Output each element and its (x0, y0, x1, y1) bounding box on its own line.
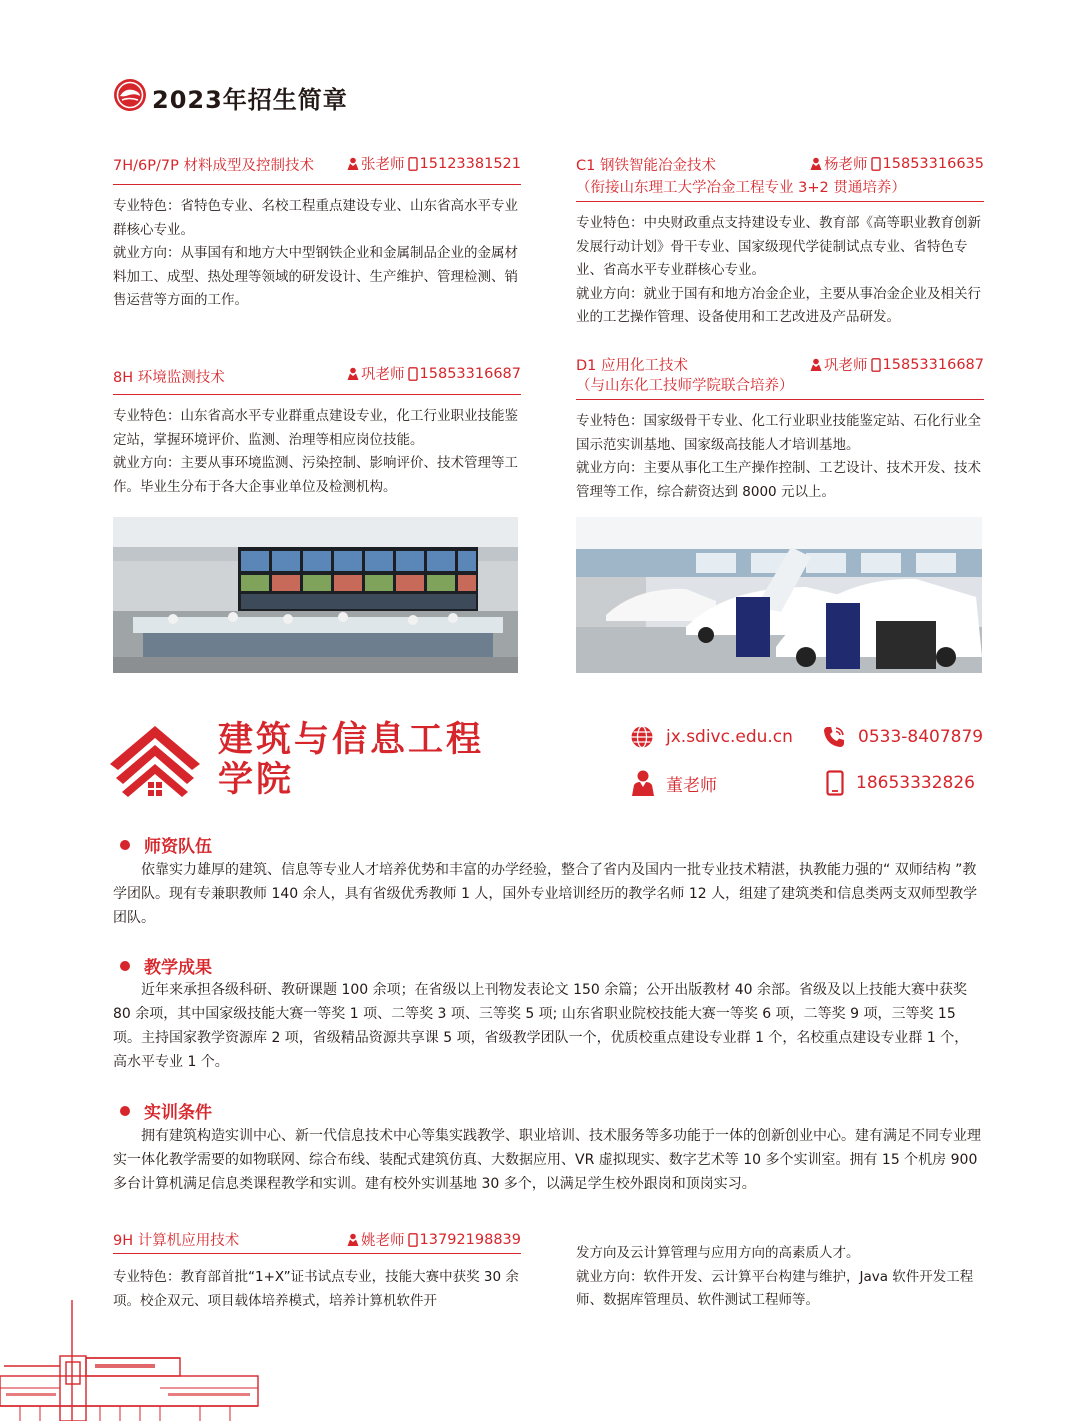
program-contact (347, 1229, 521, 1250)
phone-icon (408, 157, 418, 171)
program-career: 就业方向：就业于国有和地方冶金企业，主要从事冶金企业及相关行业的工艺操作管理、设备使用和工艺改进及产品研发。 (576, 285, 981, 325)
phone-icon (871, 358, 881, 372)
program-features-cont: 发方向及云计算管理与应用方向的高素质人才。 (576, 1245, 860, 1261)
program-name: 9H 计算机应用技术 (113, 1233, 240, 1249)
program-name: C1 钢铁智能冶金技术 (576, 158, 716, 174)
section-title-achievements (120, 953, 212, 978)
person-icon (632, 770, 654, 796)
globe-icon (630, 725, 654, 749)
mobile-phone-icon (826, 770, 844, 796)
person-icon (810, 157, 822, 170)
teacher-phone: 15853316687 (419, 365, 521, 382)
program-career: 就业方向：软件开发、云计算平台构建与维护，Java 软件开发工程师、数据库管理员、软件测试工程师等。 (576, 1268, 974, 1308)
college-logo-roof-icon (110, 720, 200, 802)
bullet-dot-icon (120, 1106, 130, 1116)
program-9h-column2 (576, 1242, 984, 1313)
section-title-text: 师资队伍 (144, 837, 212, 857)
program-block-d1 (576, 350, 984, 504)
college-name-line1: 建筑与信息工程 (218, 720, 485, 760)
contact-name-text: 董老师 (666, 775, 717, 796)
section-text-training: 拥有建筑构造实训中心、新一代信息技术中心等集实践教学、职业培训、技术服务等多功能于一体的创新创业中心。建有满足不同专业理实一体化教学需要的如物联网、综合布线、装配式建筑仿真、大数据应用、VR 虚拟现实、数字艺术等 10 多个实训室。拥有 15 个机房 900 多台计算机满足信息类课程教学和实训。建有校外实训基地 30 多个，以满足学生校外跟岗和顶岗实习。 (113, 1128, 981, 1192)
teacher-name: 巩老师 (361, 367, 405, 383)
college-name-line2: 学院 (218, 760, 295, 800)
program-features: 专业特色：中央财政重点支持建设专业、教育部《高等职业教育创新发展行动计划》骨干专业、国家级现代学徒制试点专业、省特色专业、省高水平专业群核心专业。 (576, 215, 981, 278)
program-features: 专业特色：教育部首批“1+X”证书试点专业，技能大赛中获奖 30 余项。校企双元、项目载体培养模式，培养计算机软件开 (113, 1269, 519, 1309)
college-tel[interactable] (822, 725, 983, 749)
section-title-training (120, 1098, 212, 1123)
person-icon (810, 358, 822, 371)
program-contact (347, 153, 521, 174)
phone-icon (408, 367, 418, 381)
page-title: 2023年招生简章 (152, 86, 348, 114)
person-icon (347, 1233, 359, 1246)
program-subtitle: （衔接山东理工大学冶金工程专业 3+2 贯通培养） (576, 180, 906, 196)
program-name: 8H 环境监测技术 (113, 370, 225, 386)
section-text-faculty: 依靠实力雄厚的建筑、信息等专业人才培养优势和丰富的办学经验，整合了省内及国内一批专业技术精湛，执教能力强的“ 双师结构 ”教学团队。现有专兼职教师 140 余人，具有省级优秀教师 1 人，国外专业培训经历的教学名师 12 人，组建了建筑类和信息类两支双师型教学团队。 (113, 862, 978, 926)
person-icon (347, 367, 359, 380)
program-contact (810, 153, 984, 174)
section-text-achievements: 近年来承担各级科研、教研课题 100 余项；在省级以上刊物发表论文 150 余篇；公开出版教材 40 余部。省级及以上技能大赛中获奖 80 余项，其中国家级技能大赛一等奖 1 项、二等奖 3 项、三等奖 5 项; 山东省职业院校技能大赛一等奖 6 项，二等奖 9 项，三等奖 15 项。主持国家教学资源库 2 项，省级精品资源共享课 5 项，省级教学团队一个，优质校重点建设专业群 1 个，名校重点建设专业群 1 个，高水平专业 1 个。 (113, 982, 969, 1070)
college-mobile[interactable] (826, 770, 975, 796)
photo-car-workshop (576, 517, 982, 673)
section-title-faculty (120, 832, 212, 857)
program-features: 专业特色：国家级骨干专业、化工行业职业技能鉴定站、石化行业全国示范实训基地、国家级高技能人才培训基地。 (576, 413, 981, 453)
program-contact (810, 354, 984, 375)
program-career: 就业方向：主要从事化工生产操作控制、工艺设计、技术开发、技术管理等工作，综合薪资达到 8000 元以上。 (576, 460, 981, 500)
teacher-name: 杨老师 (824, 157, 868, 173)
program-career: 就业方向：从事国有和地方大中型钢铁企业和金属制品企业的金属材料加工、成型、热处理等领域的研发设计、生产维护、管理检测、销售运营等方面的工作。 (113, 245, 518, 308)
phone-icon (408, 1233, 418, 1247)
program-block-7h (113, 150, 521, 313)
photo-control-room (113, 517, 518, 673)
mobile-text: 18653332826 (856, 773, 975, 793)
campus-gate-sketch-decoration (0, 1298, 260, 1421)
program-name: D1 应用化工技术 (576, 358, 688, 374)
teacher-phone: 15853316687 (882, 356, 984, 373)
section-title-text: 实训条件 (144, 1103, 212, 1123)
teacher-phone: 15853316635 (882, 155, 984, 172)
program-career: 就业方向：主要从事环境监测、污染控制、影响评价、技术管理等工作。毕业生分布于各大企事业单位及检测机构。 (113, 455, 518, 495)
phone-icon (871, 157, 881, 171)
teacher-name: 姚老师 (361, 1233, 405, 1249)
college-name (218, 720, 484, 800)
website-text: jx.sdivc.edu.cn (666, 727, 793, 747)
bullet-dot-icon (120, 961, 130, 971)
college-website[interactable] (630, 725, 793, 749)
telephone-icon (822, 725, 846, 749)
section-title-text: 教学成果 (144, 958, 212, 978)
program-name: 7H/6P/7P 材料成型及控制技术 (113, 158, 314, 174)
program-features: 专业特色：省特色专业、名校工程重点建设专业、山东省高水平专业群核心专业。 (113, 198, 518, 238)
program-subtitle: （与山东化工技师学院联合培养） (576, 378, 794, 394)
college-contact-person (632, 770, 717, 796)
school-logo-icon (113, 78, 147, 112)
tel-text: 0533-8407879 (858, 727, 984, 747)
program-block-8h (113, 360, 521, 499)
teacher-name: 张老师 (361, 157, 405, 173)
teacher-name: 巩老师 (824, 358, 868, 374)
teacher-phone: 15123381521 (419, 155, 521, 172)
teacher-phone: 13792198839 (419, 1231, 521, 1248)
program-features: 专业特色：山东省高水平专业群重点建设专业，化工行业职业技能鉴定站，掌握环境评价、监测、治理等相应岗位技能。 (113, 408, 518, 448)
bullet-dot-icon (120, 840, 130, 850)
program-block-c1 (576, 150, 984, 330)
person-icon (347, 157, 359, 170)
program-contact (347, 363, 521, 384)
